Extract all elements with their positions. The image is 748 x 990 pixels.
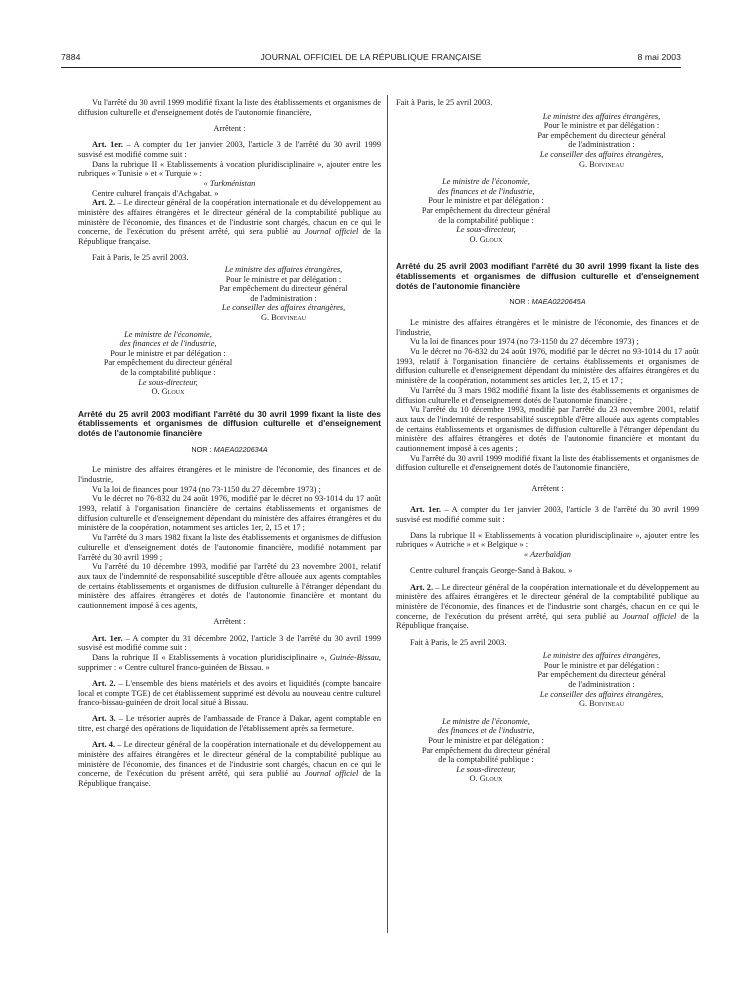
signatory-name: O. Gloux bbox=[151, 387, 185, 397]
article-3: Art. 3. – Le trésorier auprès de l'ambassade de France à Dakar, agent comptable en titre, est chargé des opérations de liquidation de l'établissement après sa fermeture. bbox=[78, 714, 381, 734]
article-label: Art. 1er. bbox=[92, 140, 123, 150]
article-1: Art. 1er. – A compter du 31 décembre 2002, l'article 3 de l'arrêté du 30 avril 1999 susvisé est modifié comme suit : bbox=[78, 633, 381, 653]
decree-title: Arrêté du 25 avril 2003 modifiant l'arrêté du 30 avril 1999 fixant la liste des établissements et organismes de diffusion culturelle et d'enseignement dotés de l'autonomie financière bbox=[396, 261, 699, 291]
visa: Vu l'arrêté du 3 mars 1982 fixant la liste des établissements et organismes de diffusion culturelle et d'enseignement dotés de l'autonomie financière, modifié notamment par l'arrêté du 30 avril 1999 ; bbox=[78, 533, 381, 562]
article-1-text: Dans la rubrique II « Etablissements à vocation pluridisciplinaire », Guinée-Bissau, supprimer : « Centre culturel franco-guinéen de Bissau. » bbox=[78, 652, 381, 672]
journal-title: JOURNAL OFFICIEL DE LA RÉPUBLIQUE FRANÇAISE bbox=[260, 52, 482, 62]
article-1-text: Dans la rubrique II « Etablissements à vocation pluridisciplinaire », ajouter entre les rubriques « Autriche » et « Belgique » : bbox=[396, 530, 699, 550]
preamble: Le ministre des affaires étrangères et le ministre de l'économie, des finances et de l'industrie, bbox=[78, 465, 381, 484]
page-header bbox=[61, 52, 681, 66]
visa: Vu l'arrêté du 3 mars 1982 modifié fixant la liste des établissements et organismes de diffusion culturelle et d'enseignement dotés de l'autonomie financière ; bbox=[396, 385, 699, 405]
visa: Vu la loi de finances pour 1974 (no 73-1150 du 27 décembre 1973) ; bbox=[92, 484, 321, 494]
column-divider bbox=[387, 95, 388, 933]
article-1-text: Dans la rubrique II « Etablissements à vocation pluridisciplinaire », ajouter entre les rubriques « Tunisie » et « Turquie » : bbox=[78, 159, 381, 179]
country-entry: « Azerbaïdjan bbox=[524, 550, 571, 560]
article-label: Art. 2. bbox=[92, 198, 116, 208]
signature-affaires-etrangeres: Le ministre des affaires étrangères, Pour le ministre et par délégation : Par empêchement du directeur général de l'administration : Le conseiller des affaires étrangères, G. Boivineau bbox=[504, 651, 699, 709]
article-1: Art. 1er. – A compter du 1er janvier 2003, l'article 3 de l'arrêté du 30 avril 1999 susvisé est modifié comme suit : bbox=[396, 504, 699, 524]
visa: Vu l'arrêté du 10 décembre 1993, modifié par l'arrêté du 23 novembre 2001, relatif aux taux de l'indemnité de responsabilité susceptible d'être allouée aux agents comptables de certains établissements et organismes de diffusion culturelle à l'étranger dépendant du ministère des affaires étrangères et dotés de l'autonomie financière et montant du cautionnement imposé à ces agents, bbox=[78, 562, 381, 611]
header-rule bbox=[61, 67, 681, 68]
signatory-name: O. Gloux bbox=[469, 234, 503, 244]
article-2: Art. 2. – Le directeur général de la coopération internationale et du développement au ministère des affaires étrangères et le directeur général de la comptabilité publique au ministère de l'économie, des finances et de l'industrie sont chargés, chacun en ce qui le concerne, de l'exécution du présent arrêté, qui sera publié au Journal officiel de la République française. bbox=[396, 582, 699, 631]
country-entry: « Turkménistan bbox=[203, 178, 256, 188]
visa: Vu la loi de finances pour 1974 (no 73-1150 du 27 décembre 1973) ; bbox=[410, 337, 639, 347]
article-4: Art. 4. – Le directeur général de la coopération internationale et du développement au ministère des affaires étrangères et le directeur général de la comptabilité publique au ministère de l'économie, des finances et de l'industrie sont chargés, chacun en ce qui le concerne, de l'exécution du présent arrêté, qui sera publié au Journal officiel de la République française. bbox=[78, 740, 381, 789]
signatory-name: G. Boivineau bbox=[578, 699, 625, 709]
signatory-name: G. Boivineau bbox=[260, 313, 307, 323]
decree-title: Arrêté du 25 avril 2003 modifiant l'arrêté du 30 avril 1999 fixant la liste des établissements et organismes de diffusion culturelle et d'enseignement dotés de l'autonomie financière bbox=[78, 408, 381, 438]
signature-economie: Le ministre de l'économie, des finances et de l'industrie, Pour le ministre et par délégation : Par empêchement du directeur général de la comptabilité publique : Le sous-directeur, O. Gloux bbox=[396, 717, 576, 784]
fait-a-paris: Fait à Paris, le 25 avril 2003. bbox=[396, 98, 493, 107]
nor-reference: NOR : MAEA0220645A bbox=[509, 297, 586, 307]
article-2: Art. 2. – L'ensemble des biens matériels et des avoirs et liquidités (compte bancaire local et compte TGE) de cet établissement supprimé est dévolu au nouveau centre culturel franco-bissau-guinéen de droit local situé à Bissau. bbox=[78, 678, 381, 708]
centre-entry: Centre culturel français d'Achgabat. » bbox=[92, 188, 219, 198]
visa: Vu le décret no 76-832 du 24 août 1976, modifié par le décret no 93-1014 du 17 août 1993, relatif à l'organisation financière de certains établissements et organismes de diffusion culturelle et d'enseignement dépendant du ministère des affaires étrangères et du ministère de la coopération, notamment ses articles 1er, 2, 15 et 17 ; bbox=[78, 494, 381, 533]
centre-entry: Centre culturel français George-Sand à Bakou. » bbox=[410, 566, 573, 576]
signatory-name: O. Gloux bbox=[469, 774, 503, 784]
article-1: Art. 1er. – A compter du 1er janvier 2003, l'article 3 de l'arrêté du 30 avril 1999 susvisé est modifié comme suit : bbox=[78, 140, 381, 159]
article-2: Art. 2. – Le directeur général de la coopération internationale et du développement au ministère des affaires étrangères et le directeur général de la comptabilité publique au ministère de l'économie, des finances et de l'industrie sont chargés, chacun en ce qui le concerne, de l'exécution du présent arrêté, qui sera publié au Journal officiel de la République française. bbox=[78, 198, 381, 247]
arretent-heading: Arrêtent : bbox=[213, 123, 246, 133]
right-column bbox=[396, 98, 699, 784]
intro-vu: Vu l'arrêté du 30 avril 1999 modifié fixant la liste des établissements et organismes de diffusion culturelle et d'enseignement dotés de l'autonomie financière, bbox=[78, 98, 381, 117]
signature-affaires-etrangeres: Le ministre des affaires étrangères, Pour le ministre et par délégation : Par empêchement du directeur général de l'administration : Le conseiller des affaires étrangères, G. Boivineau bbox=[186, 265, 381, 323]
fait-a-paris: Fait à Paris, le 25 avril 2003. bbox=[92, 253, 189, 263]
visa: Vu l'arrêté du 10 décembre 1993, modifié par l'arrêté du 23 novembre 2001, relatif aux taux de l'indemnité de responsabilité susceptible d'être allouée aux agents comptables de certains établissements et organismes de diffusion culturelle à l'étranger dépendant du ministère des affaires étrangères et dotés de l'autonomie financière et montant du cautionnement imposé à ces agents ; bbox=[396, 405, 699, 454]
visa: Vu le décret no 76-832 du 24 août 1976, modifié par le décret no 93-1014 du 17 août 1993, relatif à l'organisation financière de certains établissements et organismes de diffusion culturelle et d'enseignement dépendant du ministère des affaires étrangères et du ministère de la coopération, notamment ses articles 1er, 2, 15 et 17 ; bbox=[396, 347, 699, 386]
page-number: 7884 bbox=[61, 52, 81, 62]
signatory-name: G. Boivineau bbox=[578, 159, 625, 169]
fait-a-paris: Fait à Paris, le 25 avril 2003. bbox=[410, 637, 507, 647]
signature-affaires-etrangeres: Le ministre des affaires étrangères, Pour le ministre et par délégation : Par empêchement du directeur général de l'administration : Le conseiller des affaires étrangères, G. Boivineau bbox=[504, 112, 699, 170]
left-column bbox=[78, 98, 381, 789]
arretent-heading: Arrêtent : bbox=[531, 484, 564, 494]
signature-economie: Le ministre de l'économie, des finances et de l'industrie, Pour le ministre et par délégation : Par empêchement du directeur général de la comptabilité publique : Le sous-directeur, O. Gloux bbox=[78, 330, 258, 397]
arretent-heading: Arrêtent : bbox=[213, 617, 246, 627]
issue-date: 8 mai 2003 bbox=[637, 52, 681, 62]
signature-economie: Le ministre de l'économie, des finances et de l'industrie, Pour le ministre et par délégation : Par empêchement du directeur général de la comptabilité publique : Le sous-directeur, O. Gloux bbox=[396, 177, 576, 244]
preamble: Le ministre des affaires étrangères et le ministre de l'économie, des finances et de l'industrie, bbox=[396, 317, 699, 337]
nor-reference: NOR : MAEA0220634A bbox=[191, 444, 268, 454]
visa: Vu l'arrêté du 30 avril 1999 modifié fixant la liste des établissements et organismes de diffusion culturelle et d'enseignement dotés de l'autonomie financière, bbox=[396, 453, 699, 473]
